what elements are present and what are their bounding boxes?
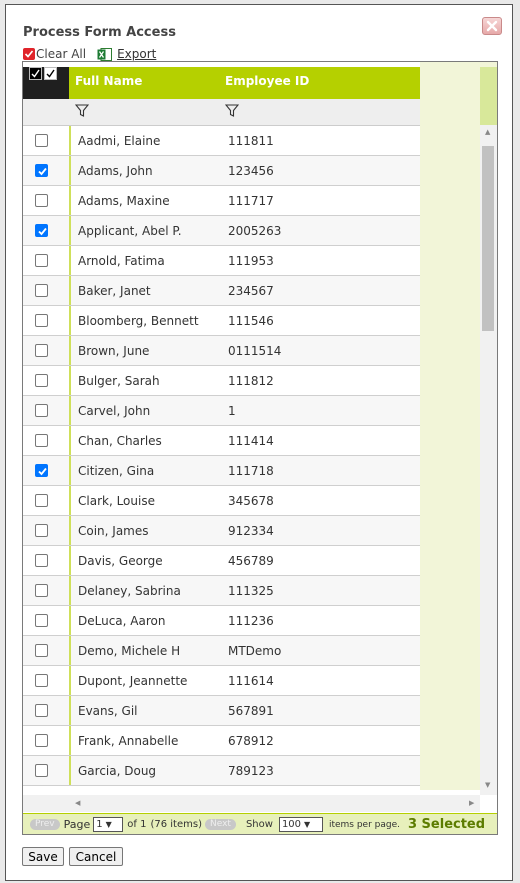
cell-full-name: Frank, Annabelle <box>78 734 179 748</box>
scroll-right-arrow-icon[interactable]: ▶ <box>469 799 475 807</box>
column-separator <box>69 606 71 635</box>
table-row[interactable] <box>23 726 420 756</box>
deselect-all-icon[interactable] <box>44 67 57 80</box>
cell-employee-id: 111236 <box>228 614 274 628</box>
show-label: Show <box>245 819 273 830</box>
row-checkbox[interactable] <box>35 254 48 267</box>
filter-icon-employee-id[interactable] <box>225 104 239 117</box>
column-separator <box>69 126 71 155</box>
close-icon <box>486 20 498 32</box>
page-select-value: 1 <box>96 819 103 830</box>
table-row[interactable] <box>23 486 420 516</box>
per-page-select[interactable] <box>279 817 323 832</box>
clear-all-button[interactable] <box>23 47 86 61</box>
row-checkbox[interactable] <box>35 194 48 207</box>
cell-full-name: Applicant, Abel P. <box>78 224 182 238</box>
column-separator <box>69 156 71 185</box>
row-checkbox[interactable] <box>35 434 48 447</box>
select-column-header <box>23 67 69 99</box>
cell-full-name: Arnold, Fatima <box>78 254 165 268</box>
prev-button[interactable]: Prev <box>30 819 60 830</box>
excel-icon <box>97 48 112 61</box>
cell-employee-id: 111717 <box>228 194 274 208</box>
per-page-select-value: 100 <box>281 819 302 830</box>
selected-count: 3 Selected <box>407 817 486 832</box>
cell-full-name: Evans, Gil <box>78 704 138 718</box>
column-separator <box>69 546 71 575</box>
column-separator <box>69 756 71 785</box>
table-row[interactable] <box>23 156 420 186</box>
grid-rows <box>23 126 420 786</box>
scroll-left-arrow-icon[interactable]: ◀ <box>75 799 81 807</box>
employee-grid <box>22 61 498 835</box>
clear-all-label: Clear All <box>36 47 87 61</box>
vertical-scrollbar[interactable] <box>480 125 497 795</box>
cell-employee-id: 789123 <box>228 764 274 778</box>
cell-full-name: Dupont, Jeannette <box>78 674 188 688</box>
cell-employee-id: 567891 <box>228 704 274 718</box>
table-row[interactable] <box>23 366 420 396</box>
column-separator <box>69 336 71 365</box>
row-checkbox[interactable] <box>35 584 48 597</box>
row-checkbox[interactable] <box>35 554 48 567</box>
dialog-title: Process Form Access <box>23 25 176 40</box>
column-separator <box>69 276 71 305</box>
close-button[interactable] <box>482 17 502 35</box>
cell-full-name: Davis, George <box>78 554 163 568</box>
row-checkbox[interactable] <box>35 674 48 687</box>
cell-full-name: Bulger, Sarah <box>78 374 160 388</box>
cell-full-name: Garcia, Doug <box>78 764 157 778</box>
row-checkbox[interactable] <box>35 224 48 237</box>
row-checkbox[interactable] <box>35 644 48 657</box>
row-checkbox[interactable] <box>35 704 48 717</box>
scroll-up-arrow-icon[interactable]: ▲ <box>485 128 491 136</box>
cell-employee-id: 345678 <box>228 494 274 508</box>
cell-employee-id: 2005263 <box>228 224 282 238</box>
row-checkbox[interactable] <box>35 284 48 297</box>
cell-full-name: Chan, Charles <box>78 434 162 448</box>
column-separator <box>69 726 71 755</box>
cell-employee-id: 111812 <box>228 374 274 388</box>
next-button[interactable]: Next <box>205 819 236 830</box>
table-row[interactable] <box>23 396 420 426</box>
cell-full-name: Clark, Louise <box>78 494 155 508</box>
column-separator <box>69 516 71 545</box>
cell-full-name: DeLuca, Aaron <box>78 614 166 628</box>
column-separator <box>69 186 71 215</box>
chevron-down-icon: ▼ <box>105 820 112 829</box>
cell-employee-id: 111414 <box>228 434 274 448</box>
cell-employee-id: 111811 <box>228 134 274 148</box>
column-separator <box>69 576 71 605</box>
table-row[interactable] <box>23 186 420 216</box>
page-label: Page <box>63 818 91 831</box>
filter-icon-full-name[interactable] <box>75 104 89 117</box>
column-separator <box>69 456 71 485</box>
table-row[interactable] <box>23 546 420 576</box>
table-row[interactable] <box>23 576 420 606</box>
table-row[interactable] <box>23 606 420 636</box>
chevron-down-icon: ▼ <box>304 820 311 829</box>
column-header-full-name[interactable]: Full Name <box>75 74 143 88</box>
page-select[interactable] <box>93 817 123 832</box>
page-count: of 1 <box>127 819 147 830</box>
scrollbar-thumb[interactable] <box>482 146 494 331</box>
column-separator <box>69 666 71 695</box>
cell-full-name: Brown, June <box>78 344 150 358</box>
cell-full-name: Bloomberg, Bennett <box>78 314 199 328</box>
row-checkbox[interactable] <box>35 404 48 417</box>
row-checkbox[interactable] <box>35 464 48 477</box>
column-separator <box>69 306 71 335</box>
row-checkbox[interactable] <box>35 164 48 177</box>
cell-full-name: Demo, Michele H <box>78 644 181 658</box>
column-separator <box>69 366 71 395</box>
cell-employee-id: 123456 <box>228 164 274 178</box>
row-checkbox[interactable] <box>35 494 48 507</box>
table-row[interactable] <box>23 756 420 786</box>
cell-employee-id: 111325 <box>228 584 274 598</box>
table-row[interactable] <box>23 216 420 246</box>
table-row[interactable] <box>23 666 420 696</box>
table-row[interactable] <box>23 336 420 366</box>
cell-employee-id: 912334 <box>228 524 274 538</box>
cell-employee-id: 111718 <box>228 464 274 478</box>
column-separator <box>69 396 71 425</box>
column-separator <box>69 486 71 515</box>
column-separator <box>69 246 71 275</box>
row-checkbox[interactable] <box>35 764 48 777</box>
table-row[interactable] <box>23 306 420 336</box>
row-checkbox[interactable] <box>35 314 48 327</box>
cell-full-name: Delaney, Sabrina <box>78 584 181 598</box>
item-count: (76 items) <box>150 819 202 830</box>
cell-full-name: Adams, John <box>78 164 153 178</box>
column-separator <box>69 216 71 245</box>
cell-employee-id: 678912 <box>228 734 274 748</box>
row-checkbox[interactable] <box>35 134 48 147</box>
cell-employee-id: 456789 <box>228 554 274 568</box>
cell-employee-id: 111614 <box>228 674 274 688</box>
row-checkbox[interactable] <box>35 734 48 747</box>
table-row[interactable] <box>23 456 420 486</box>
column-separator <box>69 426 71 455</box>
table-row[interactable] <box>23 126 420 156</box>
cell-employee-id: MTDemo <box>228 644 282 658</box>
horizontal-scrollbar[interactable] <box>23 795 480 812</box>
table-row[interactable] <box>23 696 420 726</box>
cell-employee-id: 111546 <box>228 314 274 328</box>
select-all-icon[interactable] <box>29 67 42 80</box>
clear-all-check-icon <box>23 48 35 60</box>
cell-full-name: Adams, Maxine <box>78 194 170 208</box>
cell-full-name: Coin, James <box>78 524 149 538</box>
pager <box>23 813 497 835</box>
cancel-button[interactable]: Cancel <box>69 847 123 866</box>
cell-employee-id: 1 <box>228 404 236 418</box>
table-row[interactable] <box>23 516 420 546</box>
cell-full-name: Aadmi, Elaine <box>78 134 161 148</box>
row-checkbox[interactable] <box>35 614 48 627</box>
export-button[interactable] <box>97 47 156 61</box>
scroll-down-arrow-icon[interactable]: ▼ <box>485 781 491 789</box>
cell-employee-id: 234567 <box>228 284 274 298</box>
filter-row <box>23 99 420 126</box>
per-page-suffix: items per page. <box>328 819 400 830</box>
export-label: Export <box>117 47 157 61</box>
cell-employee-id: 111953 <box>228 254 274 268</box>
row-checkbox[interactable] <box>35 524 48 537</box>
column-header-employee-id[interactable]: Employee ID <box>225 74 310 88</box>
cell-employee-id: 0111514 <box>228 344 282 358</box>
table-row[interactable] <box>23 276 420 306</box>
cell-full-name: Carvel, John <box>78 404 151 418</box>
grid-actions <box>23 46 156 62</box>
save-button[interactable]: Save <box>22 847 64 866</box>
table-row[interactable] <box>23 246 420 276</box>
column-separator <box>69 636 71 665</box>
cell-full-name: Citizen, Gina <box>78 464 155 478</box>
cell-full-name: Baker, Janet <box>78 284 151 298</box>
row-checkbox[interactable] <box>35 344 48 357</box>
table-row[interactable] <box>23 426 420 456</box>
row-checkbox[interactable] <box>35 374 48 387</box>
grid-header <box>23 67 420 99</box>
column-separator <box>69 696 71 725</box>
table-row[interactable] <box>23 636 420 666</box>
